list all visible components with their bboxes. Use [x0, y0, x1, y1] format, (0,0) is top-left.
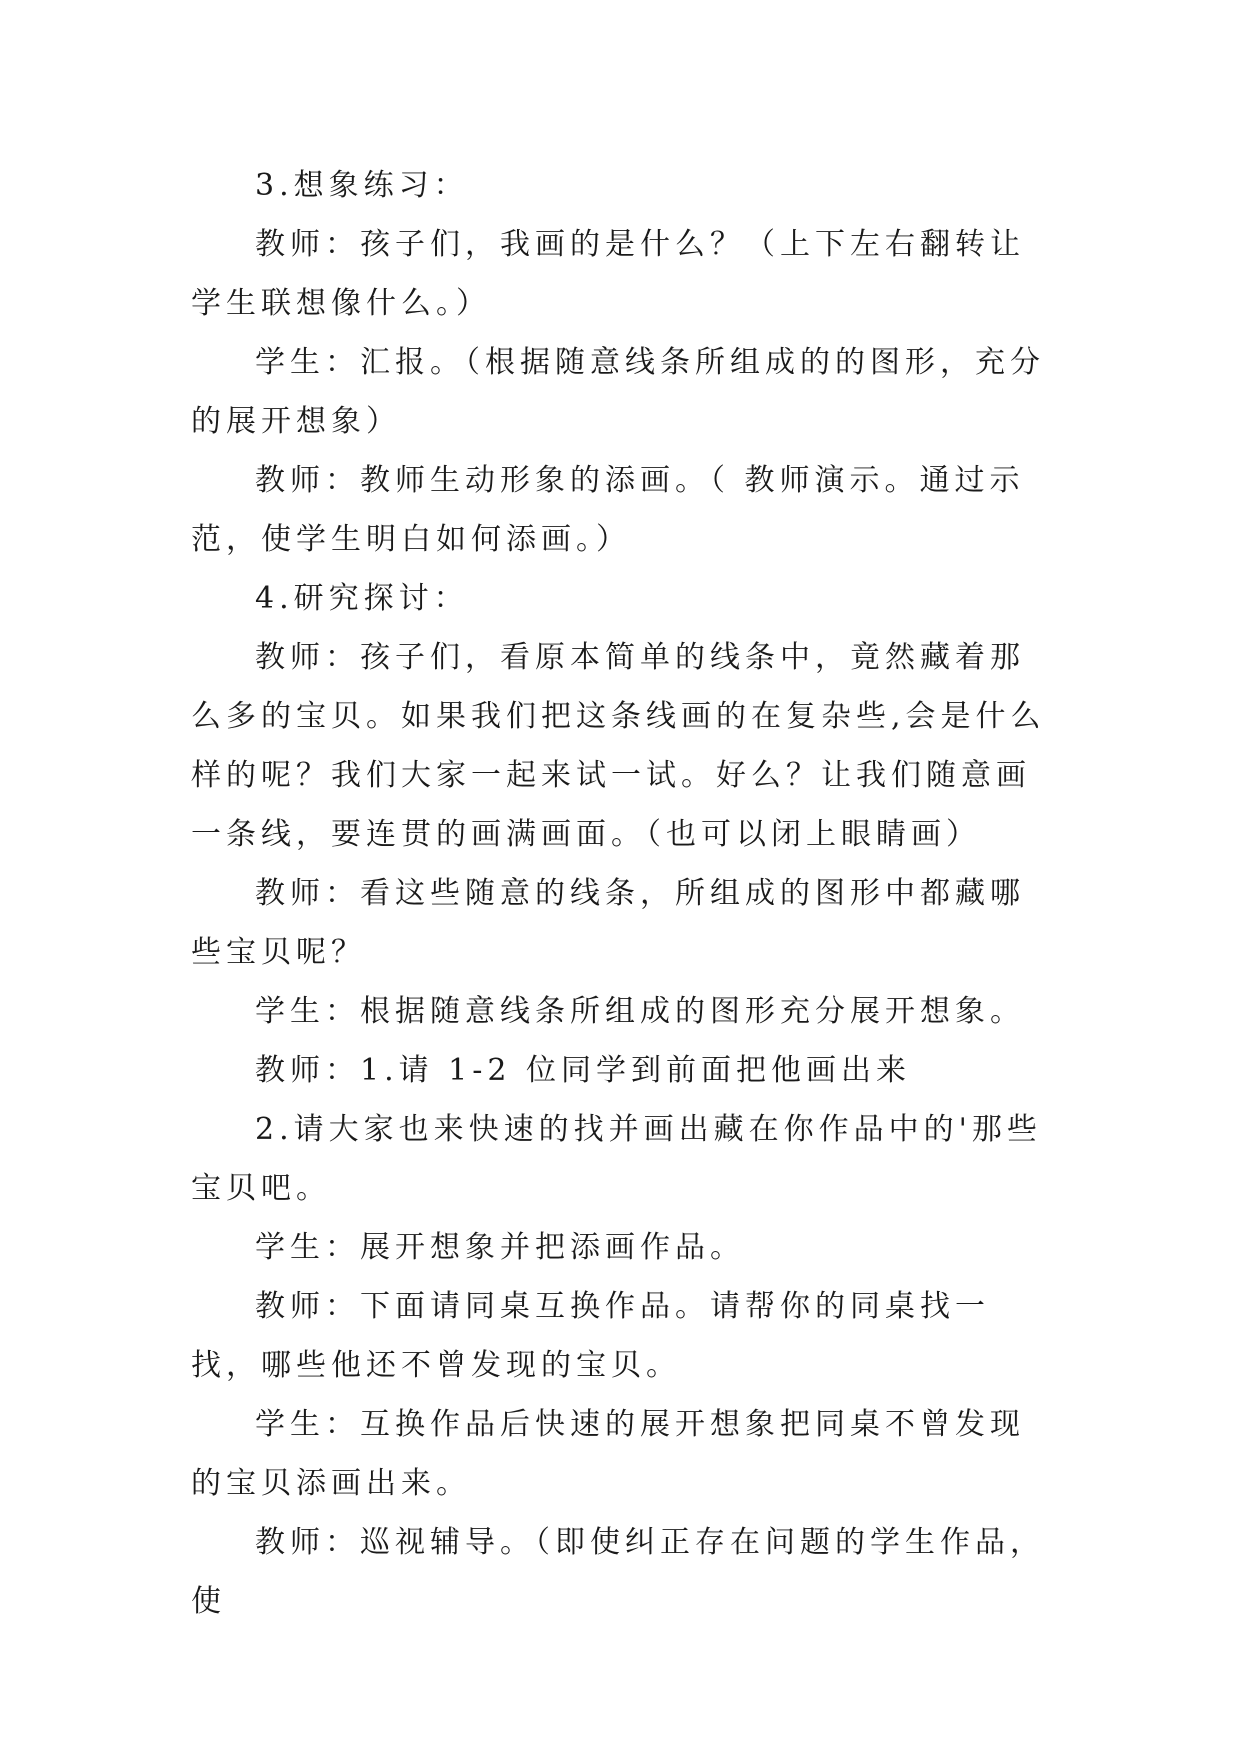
paragraph: 教师：下面请同桌互换作品。请帮你的同桌找一找，哪些他还不曾发现的宝贝。 [191, 1289, 990, 1383]
paragraph: 教师：巡视辅导。（即使纠正存在问题的学生作品，使 [191, 1525, 1045, 1619]
paragraph: 学生：根据随意线条所组成的图形充分展开想象。 [255, 994, 1025, 1029]
paragraph: 教师：孩子们，看原本简单的线条中，竟然藏着那么多的宝贝。如果我们把这条线画的在复杂些,会是什么样的呢？我们大家一起来试一试。好么？让我们随意画一条线，要连贯的画满画面。（也可以闭上眼睛画） [191, 640, 1046, 852]
paragraph: 3.想象练习： [255, 168, 469, 203]
paragraph: 4.研究探讨： [255, 581, 469, 616]
paragraph: 教师：孩子们，我画的是什么？（上下左右翻转让学生联想像什么。） [191, 227, 1025, 321]
paragraph: 教师：教师生动形象的添画。（ 教师演示。通过示范，使学生明白如何添画。） [191, 463, 1025, 557]
paragraph: 学生：汇报。（根据随意线条所组成的的图形，充分的展开想象） [191, 345, 1045, 439]
paragraph: 学生：展开想象并把添画作品。 [255, 1230, 745, 1265]
paragraph: 教师：看这些随意的线条，所组成的图形中都藏哪些宝贝呢？ [191, 876, 1025, 970]
document-body [191, 156, 1051, 1631]
paragraph: 教师：1.请 1-2 位同学到前面把他画出来 [255, 1053, 912, 1088]
paragraph: 2.请大家也来快速的找并画出藏在你作品中的'那些宝贝吧。 [191, 1112, 1042, 1206]
paragraph: 学生：互换作品后快速的展开想象把同桌不曾发现的宝贝添画出来。 [191, 1407, 1025, 1501]
